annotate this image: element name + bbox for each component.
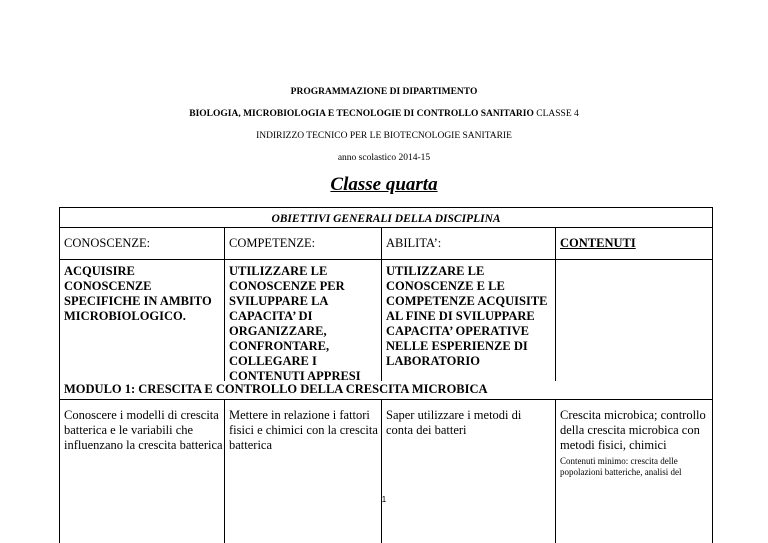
department-heading: PROGRAMMAZIONE DI DIPARTIMENTO: [290, 87, 478, 97]
module-contenuti-minimi: Contenuti minimo: crescita delle popolazioni batteriche, analisi del: [560, 456, 682, 477]
section-title: OBIETTIVI GENERALI DELLA DISCIPLINA: [271, 213, 501, 225]
column-header-conoscenze: CONOSCENZE:: [64, 236, 151, 250]
module-title: MODULO 1: CRESCITA E CONTROLLO DELLA CRESCITA MICROBICA: [64, 382, 488, 396]
subject-name: BIOLOGIA, MICROBIOLOGIA E TECNOLOGIE DI CONTROLLO SANITARIO: [189, 109, 534, 119]
column-header-abilita: ABILITA’:: [386, 236, 442, 250]
module-abilita: Saper utilizzare i metodi di conta dei batteri: [386, 408, 522, 437]
school-year: anno scolastico 2014-15: [337, 153, 431, 163]
subject-heading: [0, 109, 768, 119]
column-header-contenuti: CONTENUTI: [560, 236, 636, 250]
track-heading: INDIRIZZO TECNICO PER LE BIOTECNOLOGIE SANITARIE: [256, 131, 512, 141]
general-conoscenze: ACQUISIRE CONOSCENZE SPECIFICHE IN AMBITO MICROBIOLOGICO.: [64, 264, 212, 323]
general-abilita: UTILIZZARE LE CONOSCENZE E LE COMPETENZE ACQUISITE AL FINE DI SVILUPPARE CAPACITA’ OPERATIVE NELLE ESPERIENZE DI LABORATORIO: [386, 264, 548, 368]
column-header-competenze: COMPETENZE:: [229, 236, 316, 250]
class-label: CLASSE 4: [533, 109, 579, 119]
module-conoscenze: Conoscere i modelli di crescita batterica e le variabili che influenzano la crescita batterica: [64, 408, 223, 452]
module-contenuti: Crescita microbica; controllo della crescita microbica con metodi fisici, chimici: [560, 408, 706, 452]
page-title: Classe quarta: [330, 174, 438, 195]
module-competenze: Mettere in relazione i fattori fisici e chimici con la crescita batterica: [229, 408, 378, 452]
general-competenze: UTILIZZARE LE CONOSCENZE PER SVILUPPARE LA CAPACITA’ DI ORGANIZZARE, CONFRONTARE, COLLEGARE I CONTENUTI APPRESI: [229, 264, 361, 383]
page-number: 1: [381, 495, 387, 504]
